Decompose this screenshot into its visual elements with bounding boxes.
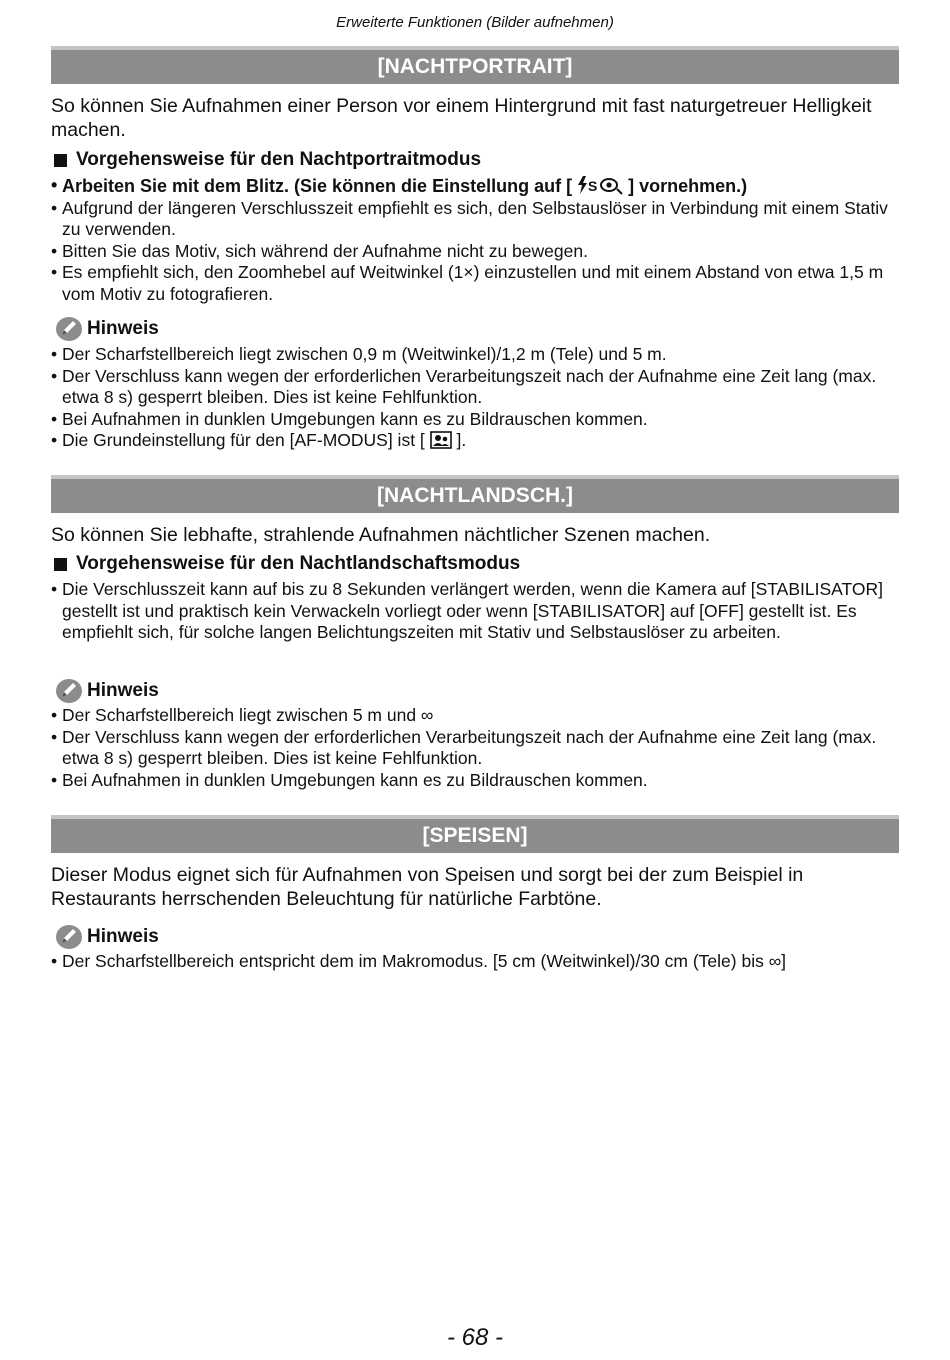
list-item: • Der Verschluss kann wegen der erforderlichen Verarbeitungszeit nach der Aufnahme eine Zeit lang (max. etwa 8 s) gesperrt bleiben. Dies ist keine Fehlfunktion. xyxy=(51,727,899,770)
list-item: • Der Scharfstellbereich liegt zwischen 0,9 m (Weitwinkel)/1,2 m (Tele) und 5 m. xyxy=(51,344,899,366)
page-number: - 68 - xyxy=(446,1324,503,1351)
note-text-start: Die Grundeinstellung für den [AF-MODUS] ist [ xyxy=(62,430,425,450)
bold-text-start: Arbeiten Sie mit dem Blitz. (Sie können die Einstellung auf [ xyxy=(62,176,573,196)
note-list xyxy=(51,705,899,791)
note-heading xyxy=(55,678,159,704)
list-item: • Bei Aufnahmen in dunklen Umgebungen kann es zu Bildrauschen kommen. xyxy=(51,770,899,792)
list-item: • Bitten Sie das Motiv, sich während der Aufnahme nicht zu bewegen. xyxy=(51,241,899,263)
procedure-list xyxy=(51,175,899,305)
list-item: • Die Verschlusszeit kann auf bis zu 8 Sekunden verlängert werden, wenn die Kamera auf [STABILISATOR] gestellt ist und praktisch kein Verwackeln vorliegt oder wenn [STABILISATOR] auf [OFF] gestellt ist. Es empfiehlt sich, für solche langen Belichtungszeiten mit Stativ und Selbstauslöser zu arbeiten. xyxy=(51,579,899,644)
square-bullet-icon xyxy=(54,558,67,571)
bold-text-end: ] vornehmen.) xyxy=(628,176,748,196)
note-heading xyxy=(55,924,159,950)
list-item: • Bei Aufnahmen in dunklen Umgebungen kann es zu Bildrauschen kommen. xyxy=(51,409,899,431)
section-intro: So können Sie lebhafte, strahlende Aufnahmen nächtlicher Szenen machen. xyxy=(51,524,711,546)
section-title-speisen: [SPEISEN] xyxy=(51,815,899,853)
square-bullet-icon xyxy=(54,154,67,167)
note-text-end: ]. xyxy=(456,430,467,450)
list-item xyxy=(51,430,899,452)
section-title-nachtportrait: [NACHTPORTRAIT] xyxy=(51,46,899,84)
procedure-heading-text: Vorgehensweise für den Nachtportraitmodus xyxy=(76,149,482,170)
section-title-nachtlandsch: [NACHTLANDSCH.] xyxy=(51,475,899,513)
list-item: • Der Scharfstellbereich liegt zwischen 5 m und ∞ xyxy=(51,705,899,727)
note-heading xyxy=(55,316,159,342)
procedure-heading xyxy=(51,149,481,171)
pencil-note-icon xyxy=(55,924,83,950)
face-detection-icon xyxy=(430,431,452,449)
note-title: Hinweis xyxy=(87,926,159,947)
note-list xyxy=(51,951,899,973)
pencil-note-icon xyxy=(55,316,83,342)
note-title: Hinweis xyxy=(87,318,159,339)
procedure-list xyxy=(51,579,899,644)
list-item xyxy=(51,175,899,198)
section-intro: Dieser Modus eignet sich für Aufnahmen von Speisen und sorgt bei der zum Beispiel in Restaurants herrschenden Beleuchtung für natürliche Farbtöne. xyxy=(51,864,804,910)
note-title: Hinweis xyxy=(87,680,159,701)
procedure-heading-text: Vorgehensweise für den Nachtlandschaftsmodus xyxy=(76,553,521,574)
section-intro: So können Sie Aufnahmen einer Person vor einem Hintergrund mit fast naturgetreuer Helligkeit machen. xyxy=(51,95,872,141)
note-list xyxy=(51,344,899,452)
slow-sync-red-eye-flash-icon xyxy=(577,175,623,195)
list-item: • Der Verschluss kann wegen der erforderlichen Verarbeitungszeit nach der Aufnahme eine Zeit lang (max. etwa 8 s) gesperrt bleiben. Dies ist keine Fehlfunktion. xyxy=(51,366,899,409)
procedure-heading xyxy=(51,553,520,575)
list-item: • Aufgrund der längeren Verschlusszeit empfiehlt es sich, den Selbstauslöser in Verbindung mit einem Stativ zu verwenden. xyxy=(51,198,899,241)
pencil-note-icon xyxy=(55,678,83,704)
list-item: • Es empfiehlt sich, den Zoomhebel auf Weitwinkel (1×) einzustellen und mit einem Abstand von etwa 1,5 m vom Motiv zu fotografieren. xyxy=(51,262,899,305)
running-head: Erweiterte Funktionen (Bilder aufnehmen) xyxy=(336,14,614,31)
svg-text:S: S xyxy=(588,178,598,194)
list-item: • Der Scharfstellbereich entspricht dem im Makromodus. [5 cm (Weitwinkel)/30 cm (Tele) bis ∞] xyxy=(51,951,899,973)
